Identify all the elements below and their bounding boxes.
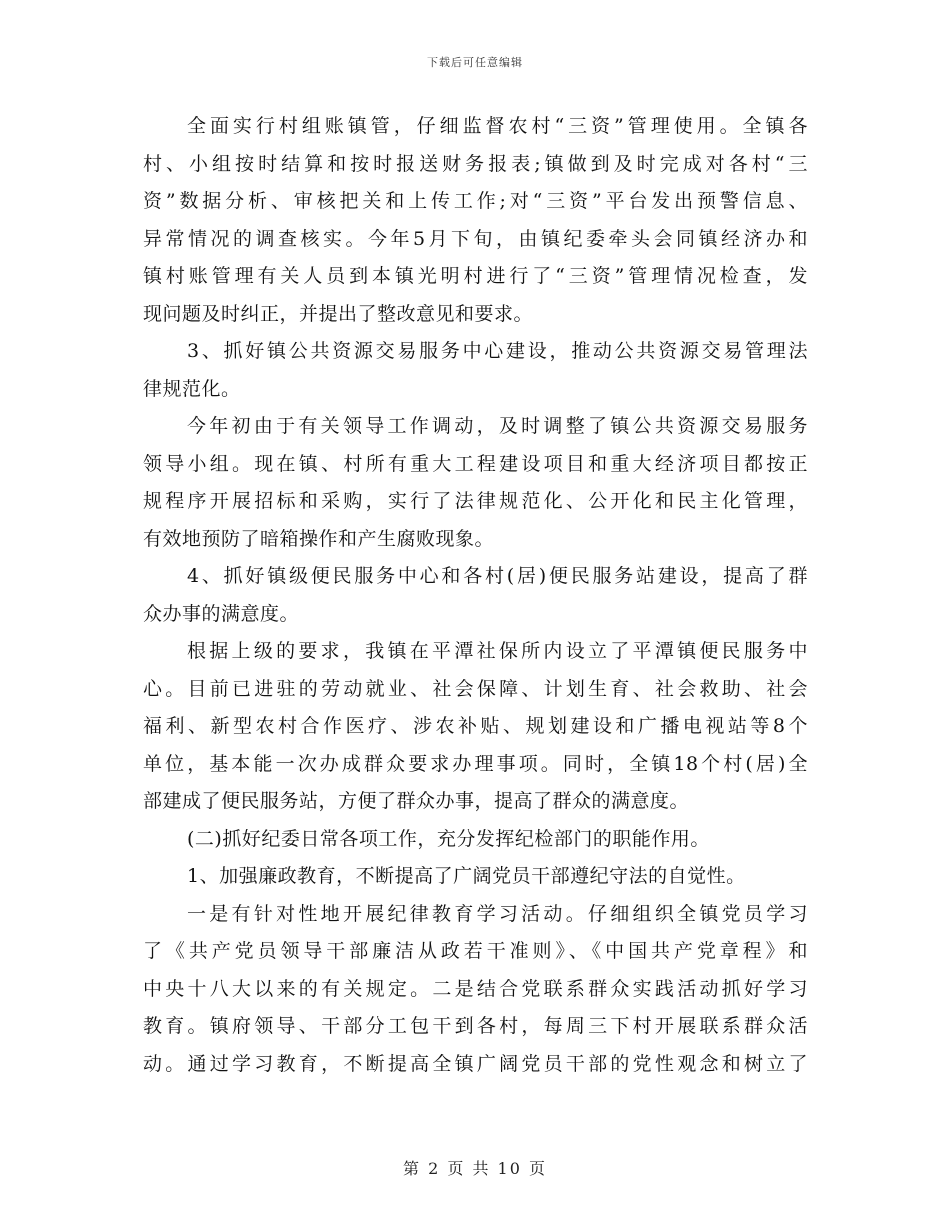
- paragraph: [143, 858, 808, 896]
- text-line: 1、加强廉政教育，不断提高了广阔党员干部遵纪守法的自觉性。: [187, 865, 746, 887]
- document-body: [143, 108, 808, 1083]
- text-line: 全面实行村组账镇管，仔细监督农村“三资”管理使用。全镇各: [187, 115, 808, 137]
- text-line: 动。通过学习教育，不断提高全镇广阔党员干部的党性观念和树立了: [143, 1052, 808, 1075]
- text-line: 部建成了便民服务站，方便了群众办事，提高了群众的满意度。: [143, 790, 690, 812]
- text-line: 异常情况的调查核实。今年5月下旬，由镇纪委牵头会同镇经济办和: [143, 227, 808, 250]
- text-line: (二)抓好纪委日常各项工作，充分发挥纪检部门的职能作用。: [187, 827, 710, 850]
- paragraph: [143, 408, 808, 558]
- text-line: 镇村账管理有关人员到本镇光明村进行了“三资”管理情况检查，发: [143, 265, 808, 287]
- text-line: 了《共产党员领导干部廉洁从政若干准则》、《中国共产党章程》和: [143, 940, 808, 962]
- text-line: 单位，基本能一次办成群众要求办理事项。同时，全镇18个村(居)全: [143, 752, 808, 775]
- page-header: 下载后可任意编辑: [427, 56, 523, 69]
- text-line: 规程序开展招标和采购，实行了法律规范化、公开化和民主化管理，: [143, 490, 808, 512]
- text-line: 资”数据分析、审核把关和上传工作;对“三资”平台发出预警信息、: [143, 190, 808, 212]
- text-line: 根据上级的要求，我镇在平潭社保所内设立了平潭镇便民服务中: [187, 640, 808, 662]
- paragraph: [143, 333, 808, 408]
- text-line: 领导小组。现在镇、村所有重大工程建设项目和重大经济项目都按正: [143, 452, 808, 475]
- paragraph: [143, 108, 808, 333]
- text-line: 中央十八大以来的有关规定。二是结合党联系群众实践活动抓好学习: [143, 977, 808, 1000]
- text-line: 教育。镇府领导、干部分工包干到各村，每周三下村开展联系群众活: [143, 1015, 808, 1037]
- text-line: 4、抓好镇级便民服务中心和各村(居)便民服务站建设，提高了群: [187, 565, 808, 587]
- paragraph: [143, 821, 808, 859]
- text-line: 有效地预防了暗箱操作和产生腐败现象。: [143, 527, 495, 550]
- page-footer: 第 2 页 共 10 页: [403, 1159, 547, 1178]
- paragraph: [143, 633, 808, 821]
- paragraph: [143, 558, 808, 633]
- text-line: 今年初由于有关领导工作调动，及时调整了镇公共资源交易服务: [187, 415, 808, 437]
- text-line: 心。目前已进驻的劳动就业、社会保障、计划生育、社会救助、社会: [143, 677, 808, 700]
- text-line: 3、抓好镇公共资源交易服务中心建设，推动公共资源交易管理法: [187, 340, 808, 362]
- paragraph: [143, 896, 808, 1084]
- text-line: 村、小组按时结算和按时报送财务报表;镇做到及时完成对各村“三: [143, 152, 808, 175]
- text-line: 律规范化。: [143, 377, 241, 400]
- text-line: 福利、新型农村合作医疗、涉农补贴、规划建设和广播电视站等8个: [143, 715, 808, 737]
- text-line: 现问题及时纠正，并提出了整改意见和要求。: [143, 302, 534, 325]
- text-line: 一是有针对性地开展纪律教育学习活动。仔细组织全镇党员学习: [187, 902, 808, 925]
- text-line: 众办事的满意度。: [143, 602, 300, 625]
